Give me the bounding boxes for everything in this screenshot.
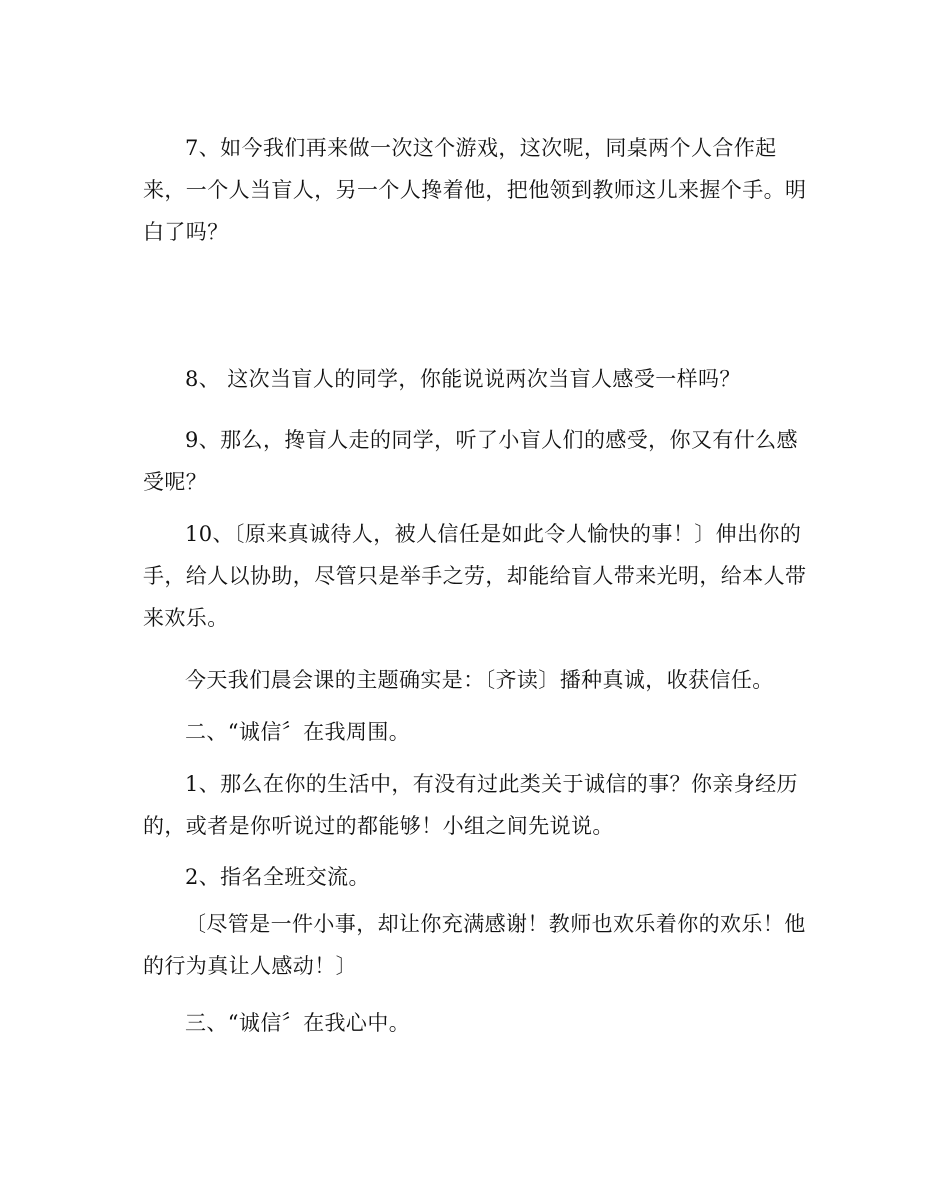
section-heading-3: 三、“诚信〞在我心中。 xyxy=(185,1011,411,1035)
paragraph-item-7: 7、如今我们再来做一次这个游戏，这次呢，同桌两个人合作起来，一个人当盲人，另一个人搀着他，把他领到教师这儿来握个手。明白了吗？ xyxy=(143,136,807,244)
paragraph-item-8: 8、 这次当盲人的同学，你能说说两次当盲人感受一样吗？ xyxy=(185,367,741,391)
section-heading-2: 二、“诚信〞在我周围。 xyxy=(185,720,411,744)
paragraph-item-9: 9、那么，搀盲人走的同学，听了小盲人们的感受，你又有什么感受呢？ xyxy=(143,428,798,494)
paragraph-item-2: 2、指名全班交流。 xyxy=(185,865,370,889)
paragraph-item-1: 1、那么在你的生活中，有没有过此类关于诚信的事？你亲身经历的，或者是你听说过的都能够！小组之间先说说。 xyxy=(143,772,798,838)
theme-statement: 今天我们晨会课的主题确实是：〔齐读〕播种真诚，收获信任。 xyxy=(185,668,774,692)
paragraph-item-10: 10、〔原来真诚待人，被人信任是如此令人愉快的事！〕伸出你的手，给人以协助，尽管只是举手之劳，却能给盲人带来光明，给本人带来欢乐。 xyxy=(143,522,807,630)
teacher-note: 〔尽管是一件小事，却让你充满感谢！教师也欢乐着你的欢乐！他的行为真让人感动！〕 xyxy=(143,912,806,978)
